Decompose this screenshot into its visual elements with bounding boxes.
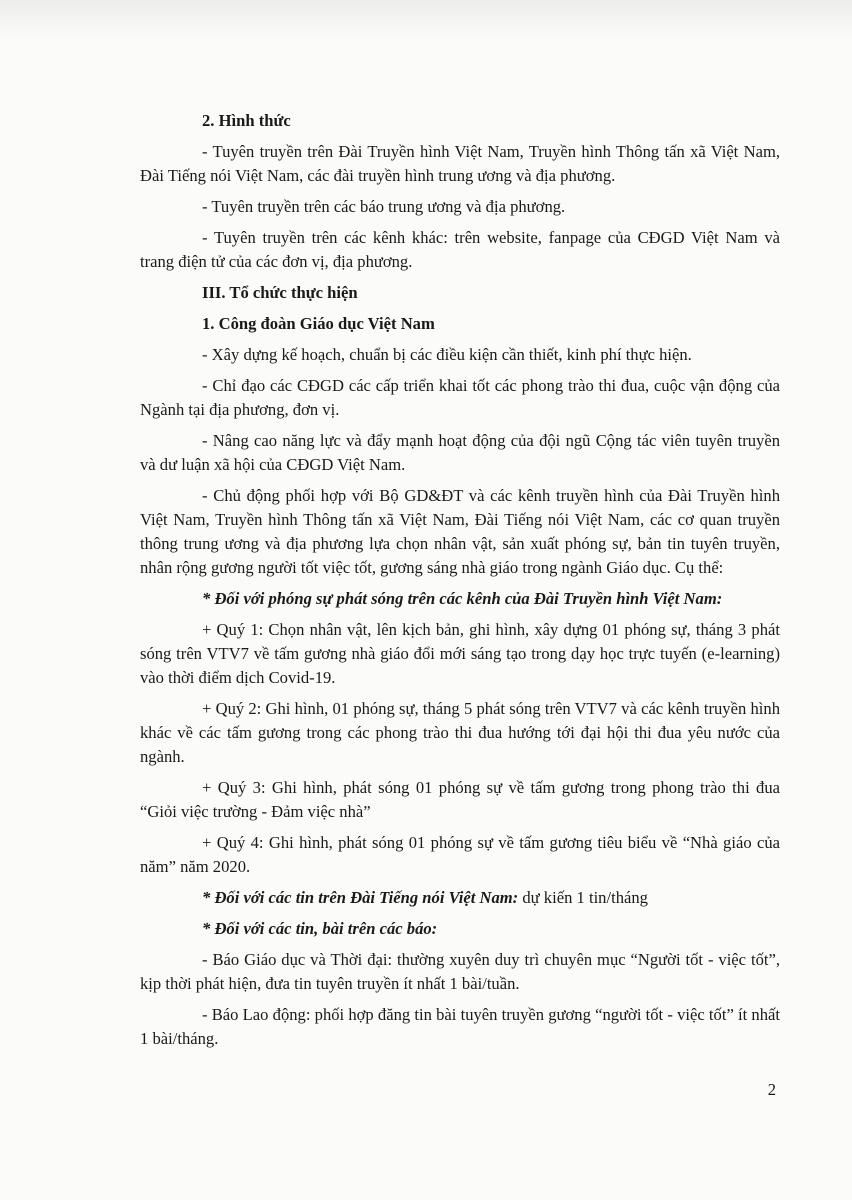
scan-edge-shadow — [0, 0, 852, 40]
press-heading: * Đối với các tin, bài trên các báo: — [202, 919, 438, 938]
paragraph: - Chỉ đạo các CĐGD các cấp triển khai tốt các phong trào thi đua, cuộc vận động của Ngành tại địa phương, đơn vị. — [140, 376, 780, 419]
document-body — [140, 109, 780, 1058]
quarter-item: + Quý 1: Chọn nhân vật, lên kịch bản, ghi hình, xây dựng 01 phóng sự, tháng 3 phát sóng trên VTV7 về tấm gương nhà giáo đổi mới sáng tạo trong dạy học trực tuyến (e-learning) vào thời điểm dịch Covid-19. — [140, 620, 780, 687]
radio-heading: * Đối với các tin trên Đài Tiếng nói Việt Nam: — [202, 888, 519, 907]
section-heading-implementation: III. Tổ chức thực hiện — [202, 283, 358, 302]
quarter-item: + Quý 3: Ghi hình, phát sóng 01 phóng sự về tấm gương trong phong trào thi đua “Giỏi việc trường - Đảm việc nhà” — [140, 778, 780, 821]
radio-paragraph — [140, 886, 780, 910]
sub-heading-union: 1. Công đoàn Giáo dục Việt Nam — [202, 314, 435, 333]
radio-text: dự kiến 1 tin/tháng — [518, 888, 648, 907]
paragraph: - Xây dựng kế hoạch, chuẩn bị các điều kiện cần thiết, kinh phí thực hiện. — [202, 345, 692, 364]
tv-heading: * Đối với phóng sự phát sóng trên các kênh của Đài Truyền hình Việt Nam: — [202, 589, 723, 608]
paragraph: - Tuyên truyền trên Đài Truyền hình Việt Nam, Truyền hình Thông tấn xã Việt Nam, Đài Tiếng nói Việt Nam, các đài truyền hình trung ương và địa phương. — [140, 142, 780, 185]
page-number: 2 — [767, 1080, 776, 1099]
quarter-item: + Quý 2: Ghi hình, 01 phóng sự, tháng 5 phát sóng trên VTV7 và các kênh truyền hình khác về các tấm gương trong các phong trào thi đua hướng tới đại hội thi đua yêu nước của ngành. — [140, 699, 780, 766]
quarter-item: + Quý 4: Ghi hình, phát sóng 01 phóng sự về tấm gương tiêu biểu về “Nhà giáo của năm” năm 2020. — [140, 833, 780, 876]
press-item: - Báo Giáo dục và Thời đại: thường xuyên duy trì chuyên mục “Người tốt - việc tốt”, kịp thời phát hiện, đưa tin tuyên truyền ít nhất 1 bài/tuần. — [140, 950, 780, 993]
paragraph: - Tuyên truyền trên các báo trung ương và địa phương. — [202, 197, 566, 216]
press-item: - Báo Lao động: phối hợp đăng tin bài tuyên truyền gương “người tốt - việc tốt” ít nhất 1 bài/tháng. — [140, 1005, 780, 1048]
paragraph: - Tuyên truyền trên các kênh khác: trên website, fanpage của CĐGD Việt Nam và trang điện tử của các đơn vị, địa phương. — [140, 228, 780, 271]
paragraph: - Chủ động phối hợp với Bộ GD&ĐT và các kênh truyền hình của Đài Truyền hình Việt Nam, Truyền hình Thông tấn xã Việt Nam, Đài Tiếng nói Việt Nam, các cơ quan truyền thông trung ương và địa phương lựa chọn nhân vật, sản xuất phóng sự, bản tin tuyên truyền, nhân rộng gương người tốt việc tốt, gương sáng nhà giáo trong ngành Giáo dục. Cụ thể: — [140, 486, 780, 577]
section-heading-form: 2. Hình thức — [202, 111, 291, 130]
paragraph: - Nâng cao năng lực và đẩy mạnh hoạt động của đội ngũ Cộng tác viên tuyên truyền và dư luận xã hội của CĐGD Việt Nam. — [140, 431, 780, 474]
